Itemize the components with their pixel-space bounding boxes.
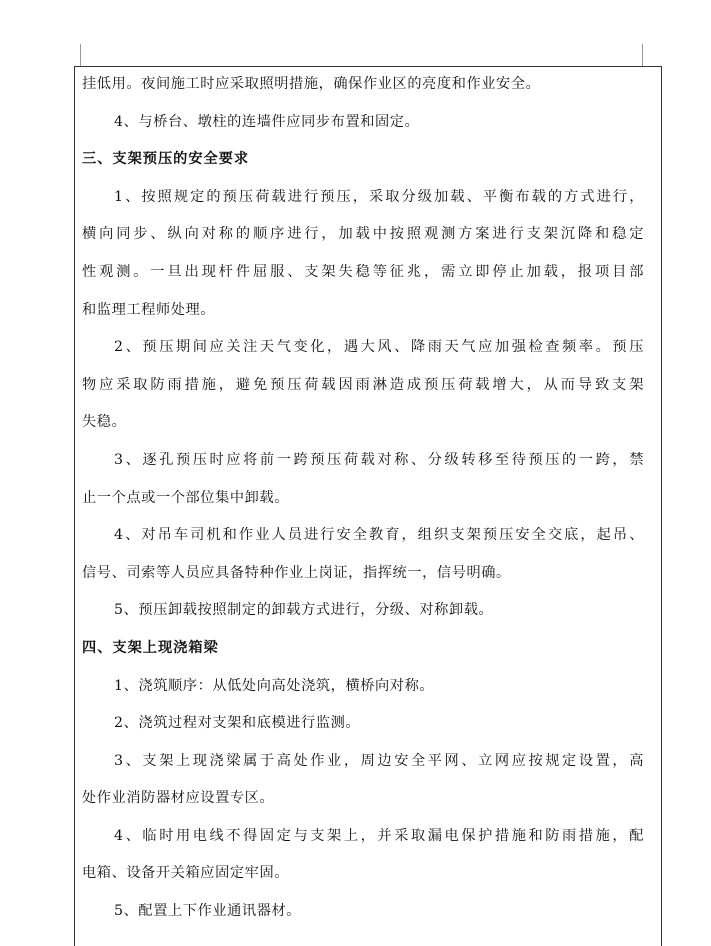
paragraph-line: 3、逐孔预压时应将前一跨预压荷载对称、分级转移至待预压的一跨，禁 [114,451,644,468]
paragraph-line: 电箱、设备开关箱应固定牢固。 [82,865,290,882]
paragraph-line: 4、临时用电线不得固定与支架上，并采取漏电保护措施和防雨措施，配 [114,827,644,844]
crop-mark-right [642,44,643,66]
section-heading: 三、支架预压的安全要求 [82,151,250,168]
paragraph-line: 5、配置上下作业通讯器材。 [114,903,302,920]
paragraph-line: 3、支架上现浇梁属于高处作业，周边安全平网、立网应按规定设置，高 [114,752,644,769]
document-body [82,66,644,931]
paragraph-line: 挂低用。夜间施工时应采取照明措施，确保作业区的亮度和作业安全。 [82,76,541,92]
paragraph-line: 2、浇筑过程对支架和底模进行监测。 [114,715,361,732]
paragraph-line: 1、按照规定的预压荷载进行预压，采取分级加载、平衡布载的方式进行， [114,188,644,205]
paragraph-line: 物应采取防雨措施，避免预压荷载因雨淋造成预压荷载增大，从而导致支架 [82,376,644,393]
paragraph-line: 4、与桥台、墩柱的连墙件应同步布置和固定。 [114,113,420,130]
paragraph-line: 横向同步、纵向对称的顺序进行，加载中按照观测方案进行支架沉降和稳定 [82,226,644,243]
paragraph-line: 性观测。一旦出现杆件屈服、支架失稳等征兆，需立即停止加载，报项目部 [82,263,644,280]
paragraph-line: 和监理工程师处理。 [82,301,216,318]
paragraph-line: 信号、司索等人员应具备特种作业上岗证，指挥统一，信号明确。 [82,564,511,581]
paragraph-line: 失稳。 [82,414,127,431]
paragraph-line: 4、对吊车司机和作业人员进行安全教育，组织支架预压安全交底，起吊、 [114,527,644,544]
paragraph-line: 止一个点或一个部位集中卸载。 [82,489,290,506]
crop-mark-left [80,44,81,66]
section-heading: 四、支架上现浇箱梁 [82,639,219,656]
paragraph-line: 2、预压期间应关注天气变化，遇大风、降雨天气应加强检查频率。预压 [114,339,644,356]
paragraph-line: 处作业消防器材应设置专区。 [82,790,275,807]
paragraph-line: 1、浇筑顺序：从低处向高处浇筑，横桥向对称。 [114,677,435,694]
paragraph-line: 5、预压卸载按照制定的卸载方式进行，分级、对称卸载。 [114,602,494,619]
